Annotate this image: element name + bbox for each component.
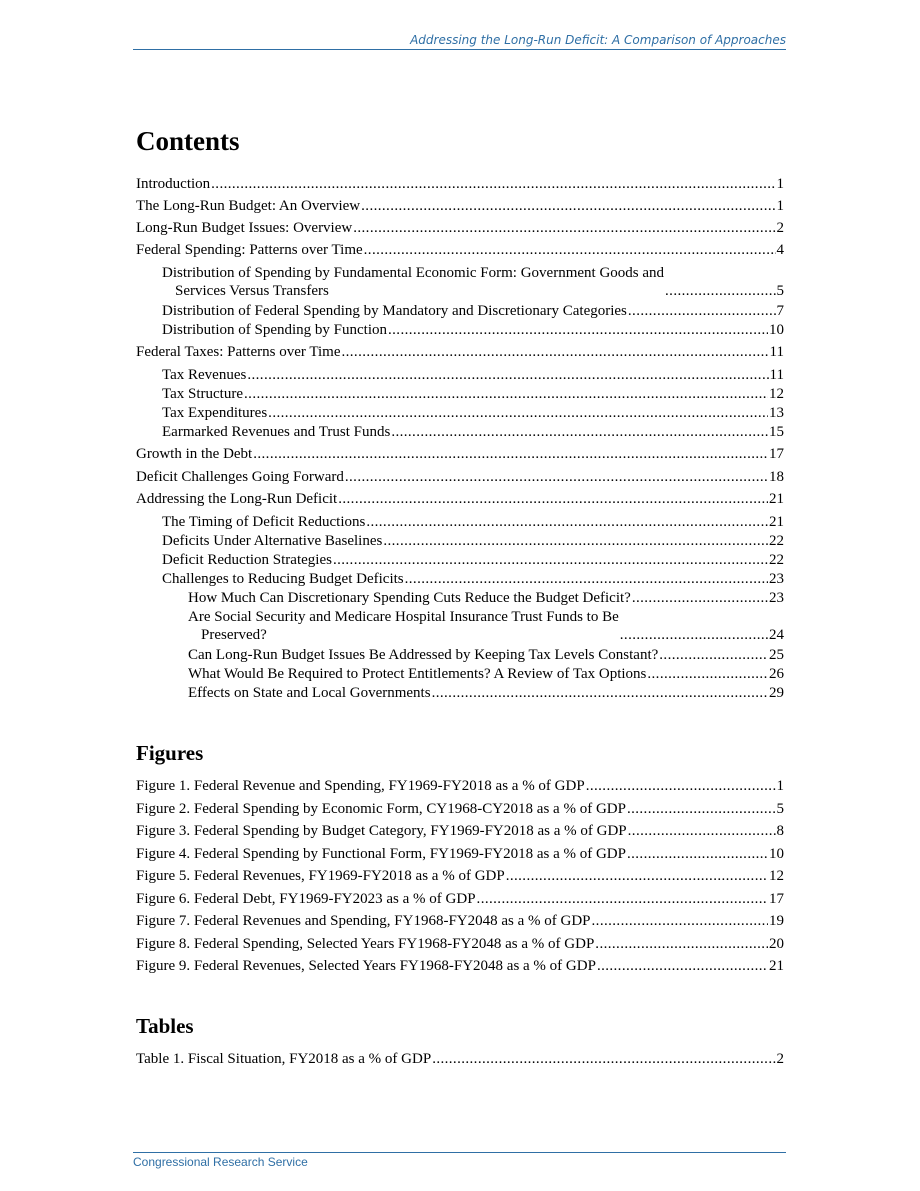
dot-leader — [432, 684, 768, 702]
toc-entry[interactable] — [136, 490, 784, 508]
toc-entry-title: What Would Be Required to Protect Entitlements? A Review of Tax Options — [188, 666, 647, 682]
running-header: Addressing the Long-Run Deficit: A Comparison of Approaches — [133, 33, 786, 50]
toc-entry-title-continued: Preserved? — [201, 627, 267, 643]
figure-entry[interactable] — [136, 957, 784, 975]
toc-entry-title: Can Long-Run Budget Issues Be Addressed by Keeping Tax Levels Constant? — [188, 647, 659, 663]
dot-leader — [659, 646, 768, 664]
figure-entry-page: 21 — [769, 958, 784, 974]
toc-entry[interactable] — [136, 175, 784, 193]
dot-leader — [627, 845, 768, 863]
dot-leader — [595, 935, 768, 953]
toc-entry-title: Distribution of Spending by Fundamental Economic Form: Government Goods and — [162, 265, 665, 281]
toc-entry[interactable] — [162, 513, 784, 531]
toc-entry-page: 26 — [769, 666, 784, 682]
dot-leader — [665, 282, 775, 300]
toc-entry-page: 25 — [769, 647, 784, 663]
figure-entry-page: 19 — [769, 913, 784, 929]
dot-leader — [506, 867, 768, 885]
toc-entry-page: 24 — [769, 627, 784, 643]
toc-entry-title-block — [162, 264, 664, 300]
figure-entry[interactable] — [136, 935, 784, 953]
dot-leader — [592, 912, 768, 930]
toc-entry-title: Long-Run Budget Issues: Overview — [136, 220, 353, 236]
dot-leader — [388, 321, 768, 339]
toc-entry-page: 15 — [769, 424, 784, 440]
dot-leader — [391, 423, 768, 441]
toc-entry-page: 11 — [769, 367, 784, 383]
toc-entry[interactable] — [162, 385, 784, 403]
running-footer: Congressional Research Service — [133, 1152, 786, 1170]
toc-entry-title: Distribution of Federal Spending by Mandatory and Discretionary Categories — [162, 303, 627, 319]
toc-entry-page: 17 — [769, 446, 784, 462]
toc-entry-page: 21 — [769, 491, 784, 507]
figure-entry-page: 17 — [769, 891, 784, 907]
toc-entry[interactable] — [162, 264, 784, 300]
toc-entry-title: The Long-Run Budget: An Overview — [136, 198, 361, 214]
dot-leader — [477, 890, 768, 908]
figures-heading: Figures — [136, 741, 204, 765]
dot-leader — [632, 589, 768, 607]
toc-entry[interactable] — [162, 302, 784, 320]
figure-entry[interactable] — [136, 890, 784, 908]
dot-leader — [361, 197, 775, 215]
dot-leader — [353, 219, 775, 237]
toc-entry-title: Deficits Under Alternative Baselines — [162, 533, 383, 549]
toc-entry-page: 21 — [769, 514, 784, 530]
toc-entry-title: Are Social Security and Medicare Hospital Insurance Trust Funds to Be — [188, 609, 619, 625]
toc-entry[interactable] — [136, 197, 784, 215]
dot-leader — [432, 1050, 775, 1068]
dot-leader — [405, 570, 768, 588]
toc-entry[interactable] — [188, 646, 784, 664]
dot-leader — [247, 366, 768, 384]
figure-entry-title: Figure 9. Federal Revenues, Selected Years FY1968-FY2048 as a % of GDP — [136, 958, 596, 974]
table-entry[interactable] — [136, 1050, 784, 1068]
toc-entry[interactable] — [162, 321, 784, 339]
toc-entry[interactable] — [136, 445, 784, 463]
toc-entry-title: Growth in the Debt — [136, 446, 253, 462]
tables-heading: Tables — [136, 1014, 194, 1038]
figure-entry[interactable] — [136, 912, 784, 930]
figure-entry-title: Figure 4. Federal Spending by Functional Form, FY1969-FY2018 as a % of GDP — [136, 846, 626, 862]
toc-entry-page: 2 — [776, 220, 784, 236]
toc-entry-title-block — [188, 608, 619, 644]
dot-leader — [244, 385, 768, 403]
figure-entry-title: Figure 7. Federal Revenues and Spending, FY1968-FY2048 as a % of GDP — [136, 913, 591, 929]
dot-leader — [268, 404, 768, 422]
dot-leader — [341, 343, 768, 361]
toc-entry-page: 5 — [776, 283, 784, 299]
dot-leader — [211, 175, 775, 193]
figure-entry-page: 8 — [776, 823, 784, 839]
toc-entry-title: Introduction — [136, 176, 211, 192]
toc-entry[interactable] — [162, 570, 784, 588]
toc-entry-page: 13 — [769, 405, 784, 421]
toc-entry-page: 23 — [769, 571, 784, 587]
dot-leader — [366, 513, 768, 531]
dot-leader — [586, 777, 776, 795]
toc-entry-title: Deficit Challenges Going Forward — [136, 469, 344, 485]
toc-entry-title: Addressing the Long-Run Deficit — [136, 491, 338, 507]
toc-entry[interactable] — [162, 551, 784, 569]
figure-entry-page: 10 — [769, 846, 784, 862]
dot-leader — [253, 445, 768, 463]
figure-entry[interactable] — [136, 845, 784, 863]
toc-entry[interactable] — [136, 219, 784, 237]
toc-entry[interactable] — [136, 468, 784, 486]
toc-entry-title: Effects on State and Local Governments — [188, 685, 431, 701]
toc-entry-title: Distribution of Spending by Function — [162, 322, 387, 338]
toc-entry-title: The Timing of Deficit Reductions — [162, 514, 366, 530]
table-entry-title: Table 1. Fiscal Situation, FY2018 as a % of GDP — [136, 1051, 432, 1067]
toc-entry-page: 23 — [769, 590, 784, 606]
dot-leader — [647, 665, 768, 683]
figure-entry-page: 5 — [776, 801, 784, 817]
toc-entry[interactable] — [162, 532, 784, 550]
dot-leader — [383, 532, 768, 550]
toc-entry[interactable] — [136, 241, 784, 259]
toc-entry[interactable] — [188, 665, 784, 683]
toc-entry-page: 7 — [776, 303, 784, 319]
toc-entry-title: Challenges to Reducing Budget Deficits — [162, 571, 404, 587]
figure-entry-title: Figure 5. Federal Revenues, FY1969-FY2018 as a % of GDP — [136, 868, 505, 884]
figure-entry[interactable] — [136, 777, 784, 795]
figure-entry-title: Figure 1. Federal Revenue and Spending, FY1969-FY2018 as a % of GDP — [136, 778, 585, 794]
dot-leader — [338, 490, 768, 508]
dot-leader — [620, 626, 768, 644]
toc-entry-title: Deficit Reduction Strategies — [162, 552, 332, 568]
dot-leader — [345, 468, 768, 486]
toc-entry-page: 22 — [769, 552, 784, 568]
figure-entry-page: 12 — [769, 868, 784, 884]
toc-entry-title: Tax Expenditures — [162, 405, 268, 421]
toc-entry-page: 11 — [769, 344, 784, 360]
figure-entry-title: Figure 2. Federal Spending by Economic Form, CY1968-CY2018 as a % of GDP — [136, 801, 626, 817]
toc-entry-title: Federal Spending: Patterns over Time — [136, 242, 363, 258]
figure-entry-title: Figure 6. Federal Debt, FY1969-FY2023 as a % of GDP — [136, 891, 476, 907]
dot-leader — [333, 551, 768, 569]
toc-entry-page: 1 — [776, 176, 784, 192]
toc-entry-page: 12 — [769, 386, 784, 402]
toc-entry-page: 22 — [769, 533, 784, 549]
figure-entry[interactable] — [136, 867, 784, 885]
table-entry-page: 2 — [776, 1051, 784, 1067]
toc-entry-page: 18 — [769, 469, 784, 485]
toc-entry[interactable] — [188, 589, 784, 607]
toc-entry-page: 10 — [769, 322, 784, 338]
toc-entry[interactable] — [162, 423, 784, 441]
toc-entry-page: 1 — [776, 198, 784, 214]
toc-entry-page: 29 — [769, 685, 784, 701]
toc-entry-title: Earmarked Revenues and Trust Funds — [162, 424, 391, 440]
dot-leader — [597, 957, 768, 975]
figure-entry[interactable] — [136, 800, 784, 818]
figure-entry-title: Figure 3. Federal Spending by Budget Category, FY1969-FY2018 as a % of GDP — [136, 823, 627, 839]
figure-entry-page: 20 — [769, 936, 784, 952]
toc-entry-title: Federal Taxes: Patterns over Time — [136, 344, 341, 360]
toc-entry[interactable] — [162, 404, 784, 422]
dot-leader — [628, 302, 776, 320]
dot-leader — [627, 800, 776, 818]
toc-entry[interactable] — [188, 684, 784, 702]
toc-entry-page: 4 — [776, 242, 784, 258]
contents-heading: Contents — [136, 126, 240, 156]
toc-entry-title-continued: Services Versus Transfers — [175, 283, 329, 299]
toc-entry[interactable] — [188, 608, 784, 644]
toc-entry-title: How Much Can Discretionary Spending Cuts Reduce the Budget Deficit? — [188, 590, 631, 606]
figure-entry[interactable] — [136, 822, 784, 840]
toc-entry[interactable] — [136, 343, 784, 361]
figure-entry-title: Figure 8. Federal Spending, Selected Years FY1968-FY2048 as a % of GDP — [136, 936, 595, 952]
toc-entry[interactable] — [162, 366, 784, 384]
figure-entry-page: 1 — [776, 778, 784, 794]
dot-leader — [628, 822, 776, 840]
toc-entry-title: Tax Structure — [162, 386, 244, 402]
dot-leader — [364, 241, 776, 259]
toc-entry-title: Tax Revenues — [162, 367, 247, 383]
